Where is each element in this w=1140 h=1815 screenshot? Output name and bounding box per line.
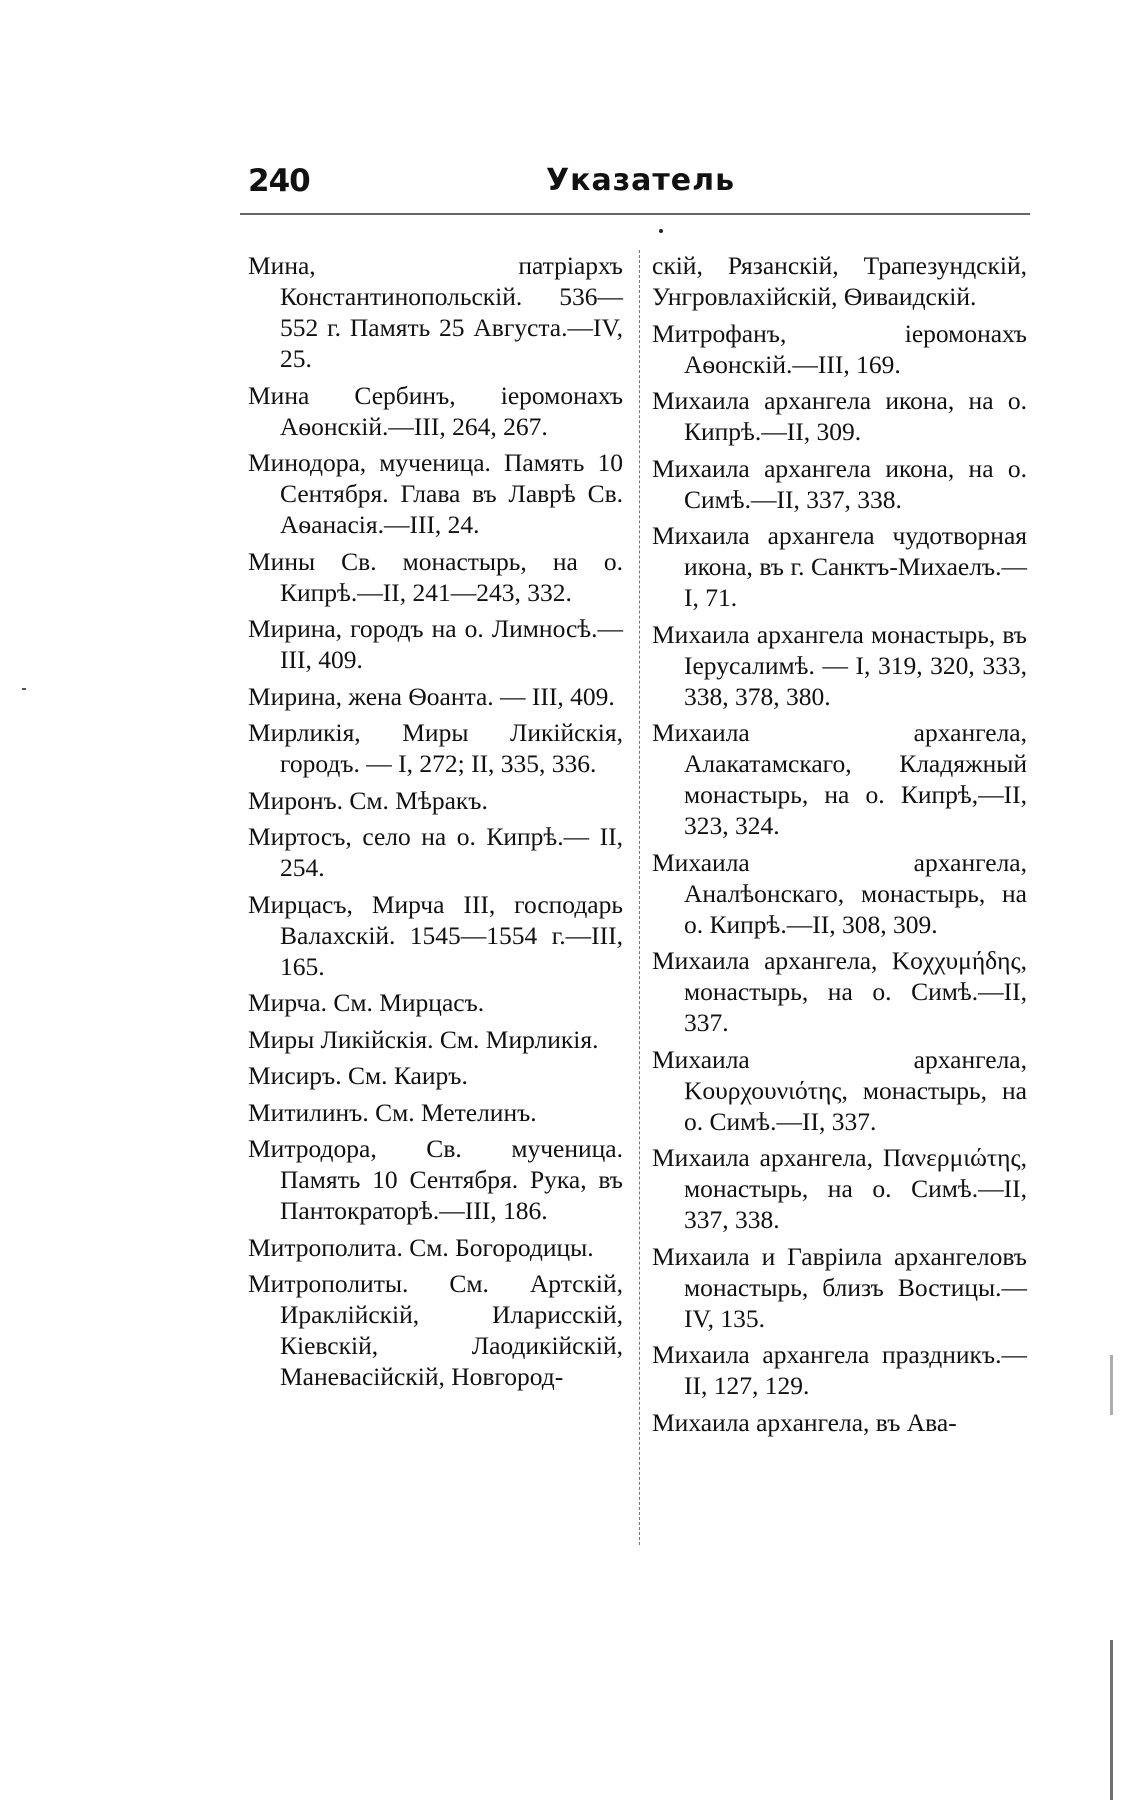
index-entry: Митрополиты. См. Артскій, Ираклійскій, Иларисскій, Кіевскій, Лаодикійскій, Маневасійскій, Новгород- — [248, 1269, 623, 1391]
index-entry: Михаила архангела, Аналѣонскаго, монастырь, на о. Кипрѣ.—II, 308, 309. — [652, 847, 1027, 939]
index-entry: Михаила архангела праздникъ.—II, 127, 129. — [652, 1340, 1027, 1400]
index-entry: Мирцасъ, Мирча III, господарь Валахскій. 1545—1554 г.—III, 165. — [248, 889, 623, 981]
index-entry: Минодора, мученица. Память 10 Сентября. Глава въ Лаврѣ Св. Аѳанасія.—III, 24. — [248, 448, 623, 539]
index-entry: Мисиръ. См. Каиръ. — [248, 1061, 468, 1090]
index-entry: Михаила архангела икона, на о. Кипрѣ.—II, 309. — [652, 386, 1027, 446]
printer-dot — [659, 229, 663, 233]
index-entry: Михаила архангела икона, на о. Симѣ.—II, 337, 338. — [652, 453, 1027, 514]
index-entry: Мирина, жена Ѳоанта. — III, 409. — [248, 681, 615, 711]
index-entry: Митрополита. См. Богородицы. — [248, 1232, 594, 1262]
index-entry: Митродора, Св. мученица. Память 10 Сентября. Рука, въ Пантократорѣ.—III, 186. — [248, 1134, 623, 1225]
index-entry: Михаила архангела чудотворная икона, въ г. Санктъ-Михаелъ.—I, 71. — [652, 521, 1027, 612]
page-header — [248, 163, 1030, 215]
index-entry: Мина Сербинъ, іеромонахъ Аѳонскій.—III, 264, 267. — [248, 380, 623, 441]
index-column-left — [248, 250, 623, 1398]
index-entry: Мины Св. монастырь, на о. Кипрѣ.—II, 241—243, 332. — [248, 546, 623, 607]
index-column-right — [652, 250, 1027, 1443]
index-entry: Михаила архангела, Алакатамскаго, Кладяжный монастырь, на о. Кипрѣ,—II, 323, 324. — [652, 718, 1027, 840]
scan-edge-mark — [1110, 1355, 1113, 1415]
index-entry: Миртосъ, село на о. Кипрѣ.— II, 254. — [248, 822, 623, 882]
scan-margin-mark — [22, 688, 26, 690]
scan-edge-mark — [1110, 1640, 1113, 1800]
column-divider — [639, 250, 640, 1545]
index-entry: Михаила архангела, въ Ава- — [652, 1407, 957, 1437]
index-entry: Миронъ. См. Мѣракъ. — [248, 785, 488, 815]
index-entry: Мина, патріархъ Константинопольскій. 536—552 г. Память 25 Августа.—IV, 25. — [248, 251, 623, 373]
index-entry-continuation: скій, Рязанскій, Трапезундскій, Унгровлахійскій, Ѳиваидскій. — [652, 251, 1027, 311]
page-number: 240 — [248, 163, 310, 199]
index-entry: Митилинъ. См. Метелинъ. — [248, 1097, 537, 1127]
index-entry: Митрофанъ, іеромонахъ Аѳонскій.—III, 169. — [652, 318, 1027, 379]
index-entry: Мирча. См. Мирцасъ. — [248, 988, 485, 1017]
header-rule — [240, 213, 1030, 215]
index-entry: Михаила и Гавріила архангеловъ монастырь, близъ Востицы.—IV, 135. — [652, 1241, 1027, 1333]
index-entry: Миры Ликійскія. См. Мирликія. — [248, 1024, 599, 1054]
index-entry: Михаила архангела, Πανερμιώτης, монастырь, на о. Симѣ.—II, 337, 338. — [652, 1143, 1027, 1234]
index-entry: Михаила архангела, Κουρχουνιότης, монастырь, на о. Симѣ.—II, 337. — [652, 1044, 1027, 1136]
index-entry: Михаила архангела, Κοχχυμήδης, монастырь, на о. Симѣ.—II, 337. — [652, 946, 1027, 1037]
index-entry: Михаила архангела монастырь, въ Іерусалимѣ. — I, 319, 320, 333, 338, 378, 380. — [652, 619, 1027, 711]
index-entry: Мирликія, Миры Ликійскія, городъ. — I, 272; II, 335, 336. — [248, 718, 623, 778]
running-title: Указатель — [546, 163, 736, 198]
index-entry: Мирина, городъ на о. Лимносѣ.—III, 409. — [248, 614, 623, 674]
